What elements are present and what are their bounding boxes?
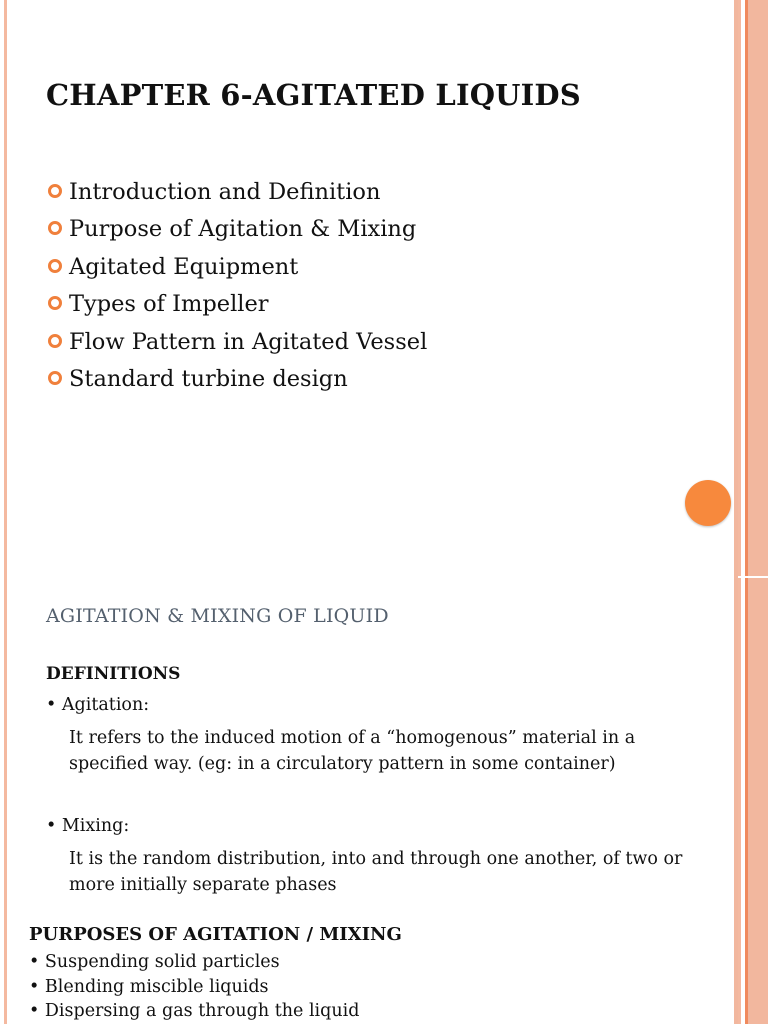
mixing-description: It is the random distribution, into and through one another, of two or more initially separate phases	[69, 849, 683, 895]
ring-bullet-icon	[48, 184, 62, 198]
topic-label: Types of Impeller	[69, 291, 269, 318]
definitions-heading: DEFINITIONS	[46, 664, 181, 684]
purposes-list	[29, 950, 359, 1024]
orange-circle-ornament	[685, 480, 731, 526]
topic-item	[46, 250, 427, 287]
slide-divider	[738, 576, 768, 578]
ring-bullet-icon	[48, 371, 62, 385]
topic-item	[46, 175, 427, 212]
ring-bullet-icon	[48, 296, 62, 310]
ring-bullet-icon	[48, 259, 62, 273]
purpose-item: • Suspending solid particles	[29, 952, 280, 972]
agitation-term: • Agitation:	[46, 695, 150, 715]
topic-item	[46, 287, 427, 324]
left-border-line	[4, 0, 7, 1024]
topic-label: Standard turbine design	[69, 365, 348, 392]
section-heading: AGITATION & MIXING OF LIQUID	[46, 605, 389, 627]
topic-label: Flow Pattern in Agitated Vessel	[69, 328, 428, 355]
purpose-item: • Dispersing a gas through the liquid	[29, 1001, 360, 1021]
ring-bullet-icon	[48, 334, 62, 348]
topic-label: Purpose of Agitation & Mixing	[69, 216, 417, 243]
ring-bullet-icon	[48, 221, 62, 235]
topic-item	[46, 325, 427, 362]
purposes-heading: PURPOSES OF AGITATION / MIXING	[29, 924, 402, 945]
topic-item	[46, 212, 427, 249]
chapter-title: CHAPTER 6-AGITATED LIQUIDS	[46, 78, 581, 112]
purpose-item: • Blending miscible liquids	[29, 976, 269, 997]
right-border-line-accent	[745, 0, 748, 1024]
topic-item	[46, 362, 427, 399]
agitation-description: It refers to the induced motion of a “homogenous” material in a specified way. (eg: in a circulatory pattern in some container)	[69, 728, 636, 774]
topic-list	[46, 175, 427, 399]
topic-label: Agitated Equipment	[69, 253, 299, 280]
mixing-term: • Mixing:	[46, 816, 130, 836]
topic-label: Introduction and Definition	[69, 179, 381, 205]
